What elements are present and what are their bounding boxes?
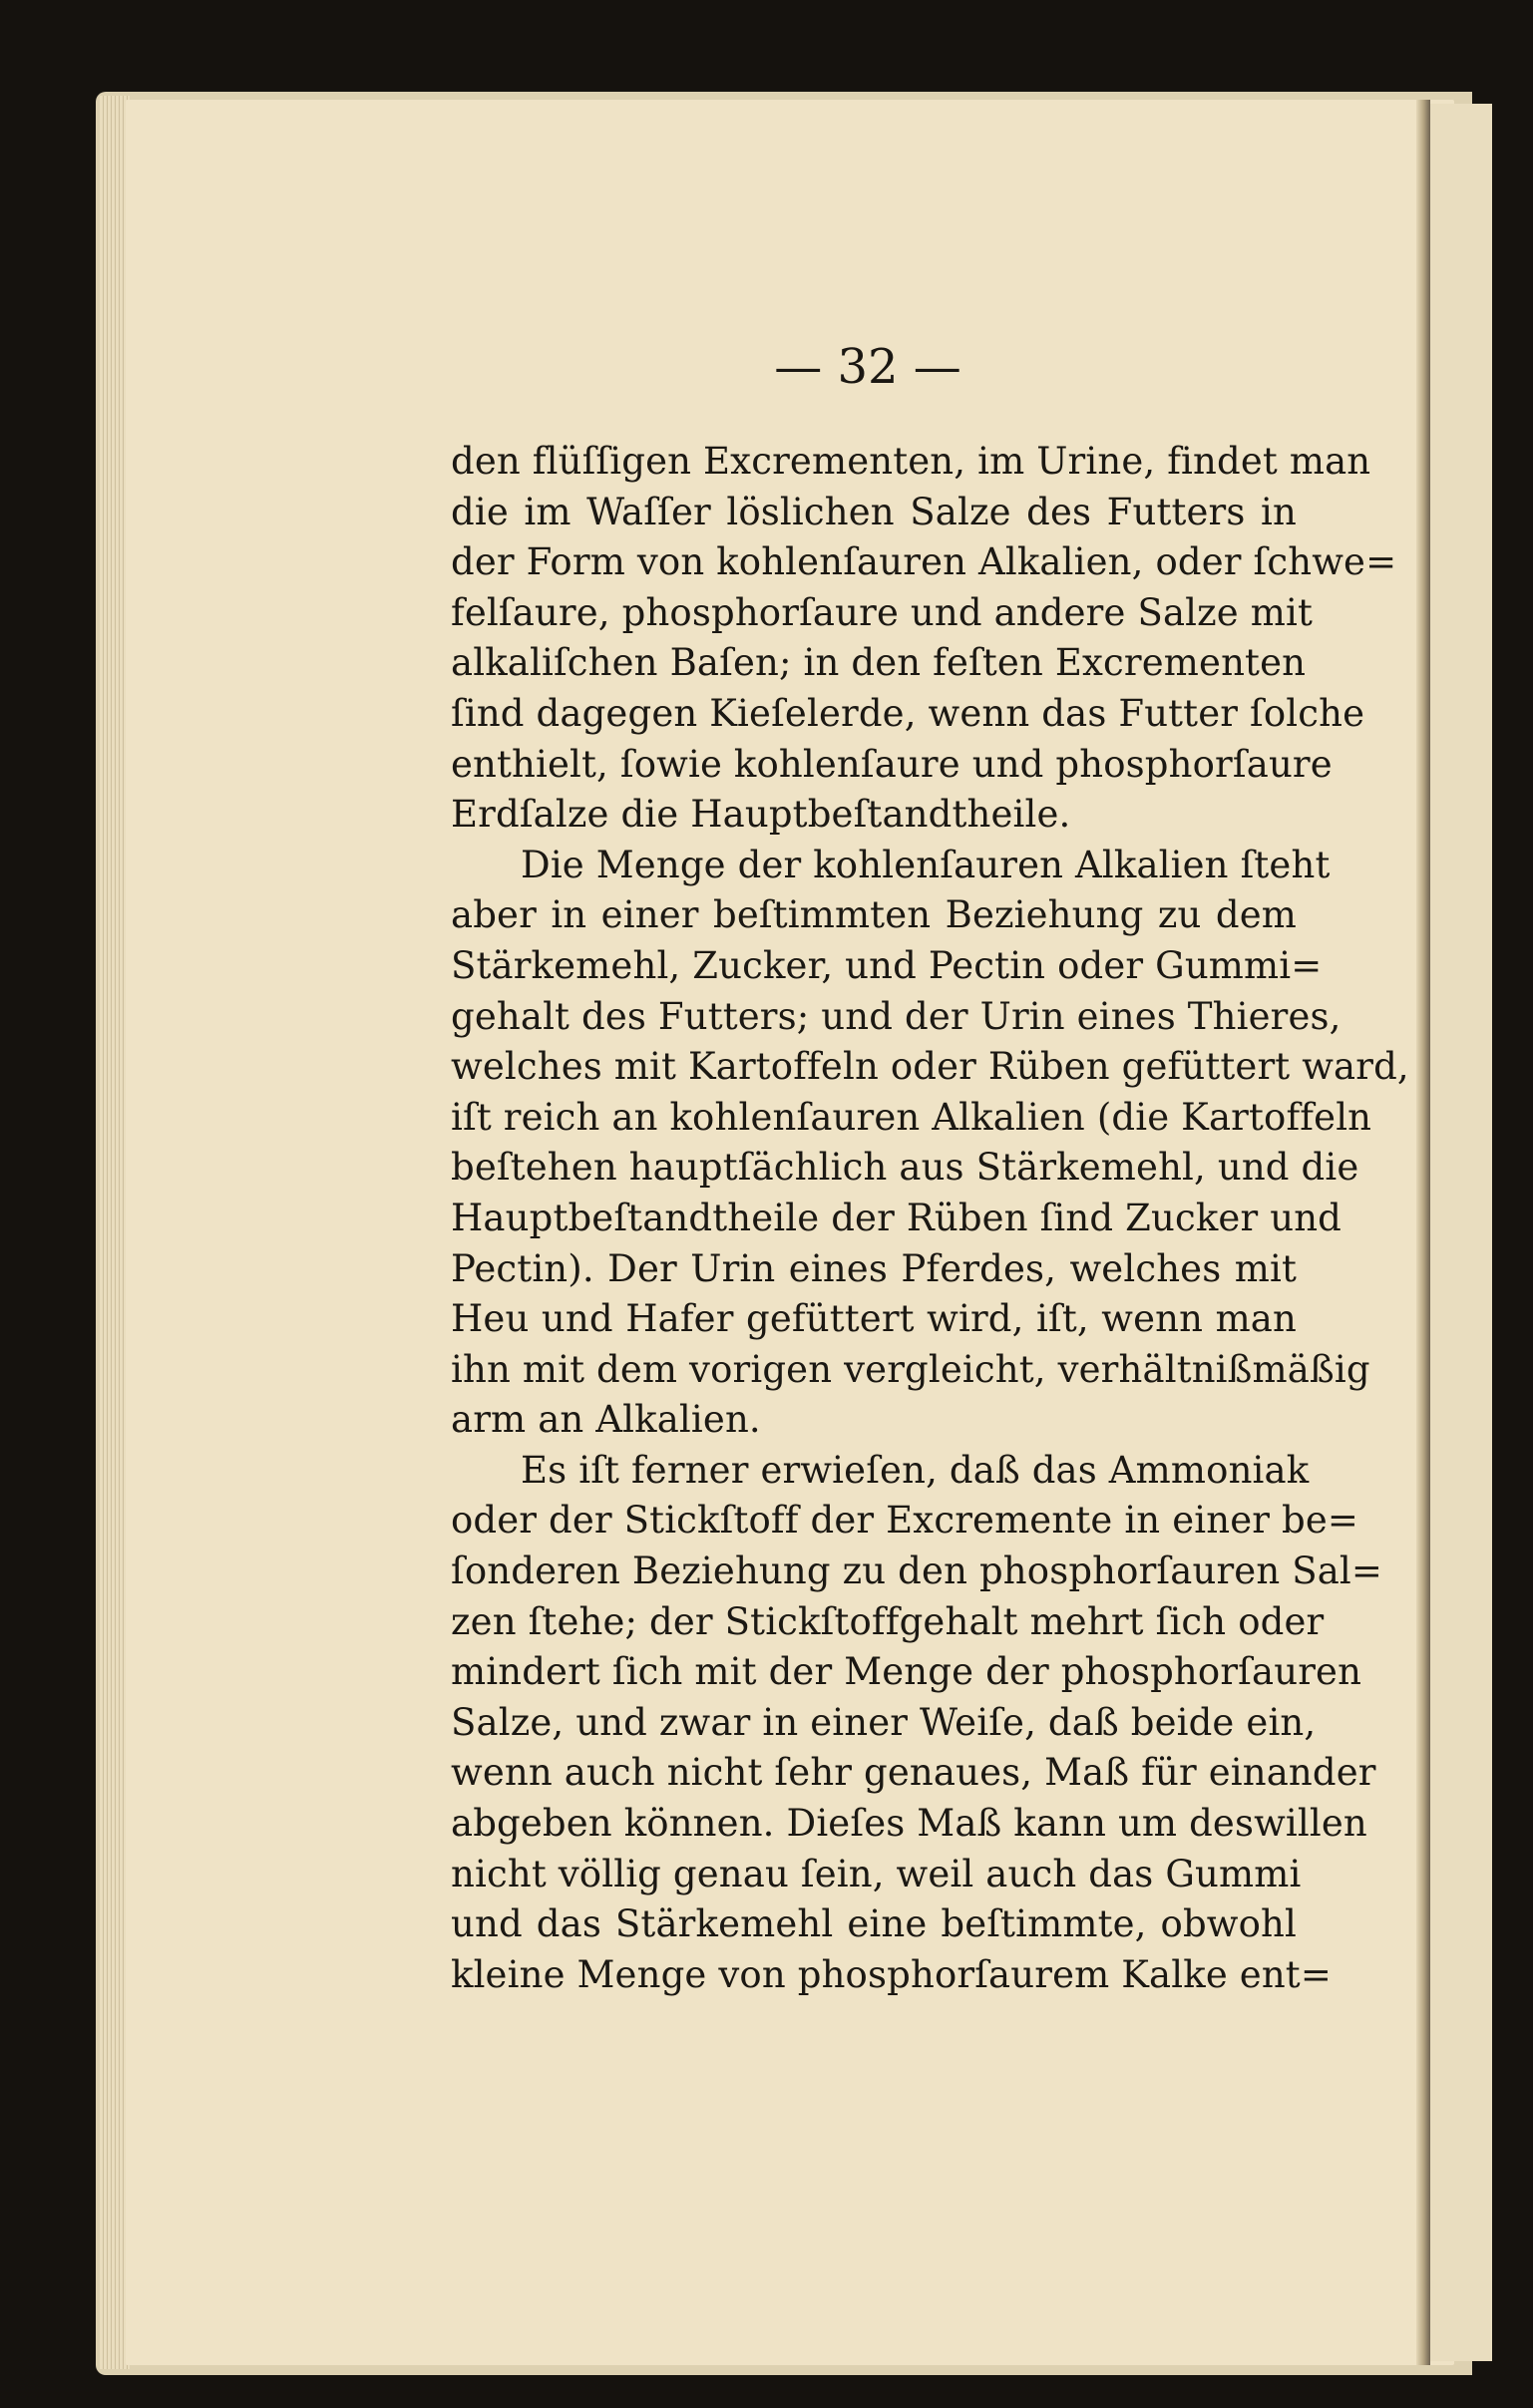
text-line: und das Stärkemehl eine beſtimmte, obwohl xyxy=(451,1902,1297,1946)
text-line: Die Menge der kohlenſauren Alkalien ſteht xyxy=(521,843,1331,886)
text-line: Es iſt ferner erwieſen, daß das Ammoniak xyxy=(521,1448,1310,1492)
text-line: wenn auch nicht ſehr genaues, Maß für einander xyxy=(451,1751,1376,1795)
text-line: ihn mit dem vorigen vergleicht, verhältnißmäßig xyxy=(451,1347,1370,1391)
text-line: welches mit Kartoffeln oder Rüben gefüttert ward, xyxy=(451,1045,1409,1089)
text-line: enthielt, ſowie kohlenſaure und phosphorſaure xyxy=(451,742,1333,786)
text-line: nicht völlig genau ſein, weil auch das Gummi xyxy=(451,1852,1302,1895)
page-number: — 32 — xyxy=(774,339,961,395)
paragraph-2 xyxy=(451,841,1409,1446)
body-text xyxy=(451,437,1409,2000)
text-line: kleine Menge von phosphorſaurem Kalke ent= xyxy=(451,1952,1332,1996)
text-line: iſt reich an kohlenſauren Alkalien (die Kartoffeln xyxy=(451,1095,1372,1139)
text-line: felſaure, phosphorſaure und andere Salze mit xyxy=(451,590,1313,634)
text-line: Erdſalze die Hauptbeſtandtheile. xyxy=(451,793,1071,837)
text-line: der Form von kohlenſauren Alkalien, oder ſchwe= xyxy=(451,540,1397,584)
adjacent-page-edge xyxy=(1430,104,1492,2361)
text-line: Pectin). Der Urin eines Pferdes, welches mit xyxy=(451,1246,1297,1290)
text-line: alkaliſchen Baſen; in den feſten Excrementen xyxy=(451,641,1307,685)
text-line: abgeben können. Dieſes Maß kann um deswillen xyxy=(451,1802,1367,1846)
text-line: ſind dagegen Kieſelerde, wenn das Futter ſolche xyxy=(451,691,1365,735)
text-line: Stärkemehl, Zucker, und Pectin oder Gummi= xyxy=(451,943,1323,987)
text-line: oder der Stickſtoff der Excremente in einer be= xyxy=(451,1499,1359,1543)
text-line: den flüſſigen Excrementen, im Urine, findet man xyxy=(451,440,1371,483)
paragraph-3 xyxy=(451,1446,1383,2001)
book-gutter xyxy=(1416,100,1430,2365)
text-line: mindert ſich mit der Menge der phosphorſauren xyxy=(451,1650,1362,1694)
text-line: zen ſtehe; der Stickſtoffgehalt mehrt ſich oder xyxy=(451,1599,1325,1643)
text-line: beſtehen hauptſächlich aus Stärkemehl, und die xyxy=(451,1146,1359,1190)
text-line: Heu und Hafer gefüttert wird, iſt, wenn man xyxy=(451,1297,1297,1341)
text-line: arm an Alkalien. xyxy=(451,1398,761,1442)
text-line: Salze, und zwar in einer Weiſe, daß beide ein, xyxy=(451,1700,1317,1744)
scan-background-right xyxy=(1492,0,1533,2408)
text-line: gehalt des Futters; und der Urin eines Thieres, xyxy=(451,994,1341,1038)
text-line: Hauptbeſtandtheile der Rüben ſind Zucker und xyxy=(451,1196,1342,1239)
text-line: aber in einer beſtimmten Beziehung zu dem xyxy=(451,893,1297,937)
text-line: die im Waſſer löslichen Salze des Futters in xyxy=(451,490,1297,533)
paragraph-1 xyxy=(451,437,1397,841)
text-line: ſonderen Beziehung zu den phosphorſauren Sal= xyxy=(451,1549,1383,1593)
